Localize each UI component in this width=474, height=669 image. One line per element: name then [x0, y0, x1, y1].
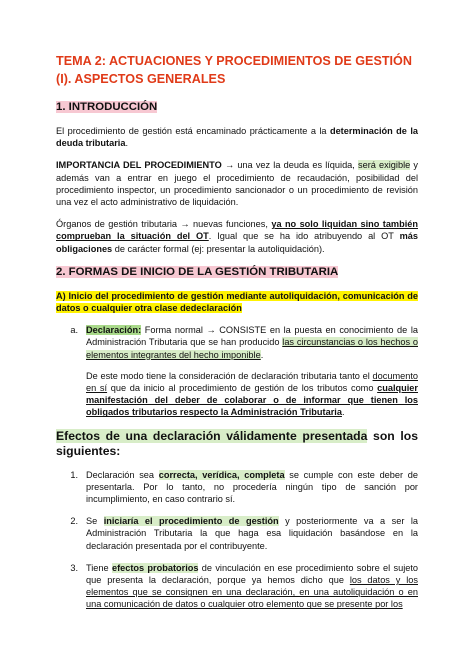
effects-item-3-body — [86, 562, 418, 611]
effects-1-t3: se cumple con este deber de presentarla. Por lo tanto, no procedería ningún tipo de sanción por incumplimiento, en caso contrario sí. — [86, 469, 418, 505]
effects-2-t2: iniciaría el procedimiento de gestión — [103, 516, 279, 527]
effects-1-t1: Declaración sea — [86, 469, 159, 480]
effects-2-t1: Se — [86, 516, 104, 527]
subheading-a — [56, 290, 418, 314]
intro-paragraph-1 — [56, 125, 418, 149]
intro-p2-text: → una vez la deuda es líquida, — [221, 160, 359, 171]
intro-p1-bold: determinación de la deuda tributaria — [56, 126, 418, 149]
effects-item-1-body — [86, 469, 418, 506]
effects-3-t2: efectos probatorios — [111, 562, 199, 573]
effects-marker-3: 3. — [70, 562, 78, 573]
declaracion-paragraph-2 — [86, 370, 418, 419]
effects-item-2 — [56, 515, 418, 552]
intro-paragraph-3 — [56, 218, 418, 255]
intro-p3-mid: . Igual que se ha ido atribuyendo al OT — [208, 231, 400, 242]
decl-p2-bold: cualquier manifestación del deber de colaborar o de informar que tienen los obligados tributarios respecto la Administración Tributaria — [86, 383, 418, 418]
decl-p2-text: De este modo tiene la consideración de declaración tributaria tanto el — [86, 370, 373, 381]
effects-2-t3: y posteriormente va a ser la Administración Tributaria la que haga esa liquidación basándose en la declaración presentada por el contribuyente. — [86, 516, 418, 551]
effects-3-t1: Tiene — [86, 562, 112, 573]
intro-p3-text: Órganos de gestión tributaria → nuevas funciones, — [56, 219, 272, 230]
declaracion-label: Declaración: — [86, 325, 142, 336]
effects-marker-2: 2. — [70, 516, 78, 527]
list-item-body — [86, 324, 418, 418]
decl-p2-mid: que da inicio al procedimiento de gestión de los tributos como — [107, 383, 378, 394]
intro-p2-highlight: será exigible — [358, 160, 411, 171]
subheading-a-text: A) Inicio del procedimiento de gestión mediante autoliquidación, comunicación de datos o cualquier otra clase dedeclaración — [56, 290, 418, 314]
list-item-declaracion — [56, 324, 418, 418]
effects-3-t3: de vinculación en ese procedimiento sobre el sujeto que presenta la declaración, porque ya hemos dicho que — [86, 562, 419, 586]
section-heading-formas-text: 2. FORMAS DE INICIO DE LA GESTIÓN TRIBUTARIA — [56, 265, 339, 278]
section-heading-introduccion — [56, 100, 418, 115]
declaracion-highlight: las circunstancias o los hechos o elementos integrantes del hecho imponible — [86, 337, 418, 360]
effects-item-1 — [56, 469, 418, 506]
list-marker: a. — [70, 325, 78, 336]
intro-paragraph-2 — [56, 159, 418, 208]
intro-p3-end: de carácter formal (ej: presentar la autoliquidación). — [112, 243, 325, 254]
intro-p3-bold: ya no solo liquidan sino también comprueban la situación del OT — [56, 219, 418, 242]
effects-3-t4: los datos y los elementos que se consignen en una declaración, en una autoliquidación o en una comunicación de datos o cualquier otro elemento que se presente por los — [86, 575, 418, 610]
importancia-label: IMPORTANCIA DEL PROCEDIMIENTO — [56, 160, 222, 171]
section-heading-formas — [56, 265, 418, 280]
declaracion-text: Forma normal → CONSISTE en la puesta en conocimiento de la Administración Tributaria que se han producido — [86, 325, 418, 348]
page-title: TEMA 2: ACTUACIONES Y PROCEDIMIENTOS DE GESTIÓN (I). ASPECTOS GENERALES — [56, 54, 412, 86]
effects-item-1-text — [86, 469, 418, 506]
effects-item-2-text — [86, 515, 418, 552]
effects-marker-1: 1. — [70, 469, 78, 480]
decl-p2-end: . — [341, 407, 345, 418]
decl-p2-underline: documento en sí — [86, 370, 418, 394]
declaracion-paragraph-1 — [86, 324, 418, 361]
effects-item-3 — [56, 562, 418, 611]
section-heading-introduccion-text: 1. INTRODUCCIÓN — [56, 101, 158, 113]
intro-p3-bold2: más obligaciones — [56, 231, 419, 254]
effects-heading-highlight: Efectos de una declaración válidamente presentada — [56, 428, 368, 443]
declaracion-end: . — [260, 349, 264, 360]
intro-p1-end: . — [125, 138, 128, 149]
intro-p1-text: El procedimiento de gestión está encaminado prácticamente a la — [56, 126, 330, 136]
effects-heading-rest: son los siguientes: — [56, 428, 418, 458]
effects-heading — [56, 429, 418, 459]
effects-item-2-body — [86, 515, 418, 552]
effects-item-3-text — [86, 562, 418, 611]
intro-p2-rest: y además van a entrar en juego el procedimiento de recaudación, posibilidad del procedimiento inspector, un procedimiento sancionador o un procedimiento de revisión una vez el acto administrativo de liquidación. — [56, 160, 418, 208]
effects-1-t2: correcta, verídica, completa — [158, 469, 285, 480]
